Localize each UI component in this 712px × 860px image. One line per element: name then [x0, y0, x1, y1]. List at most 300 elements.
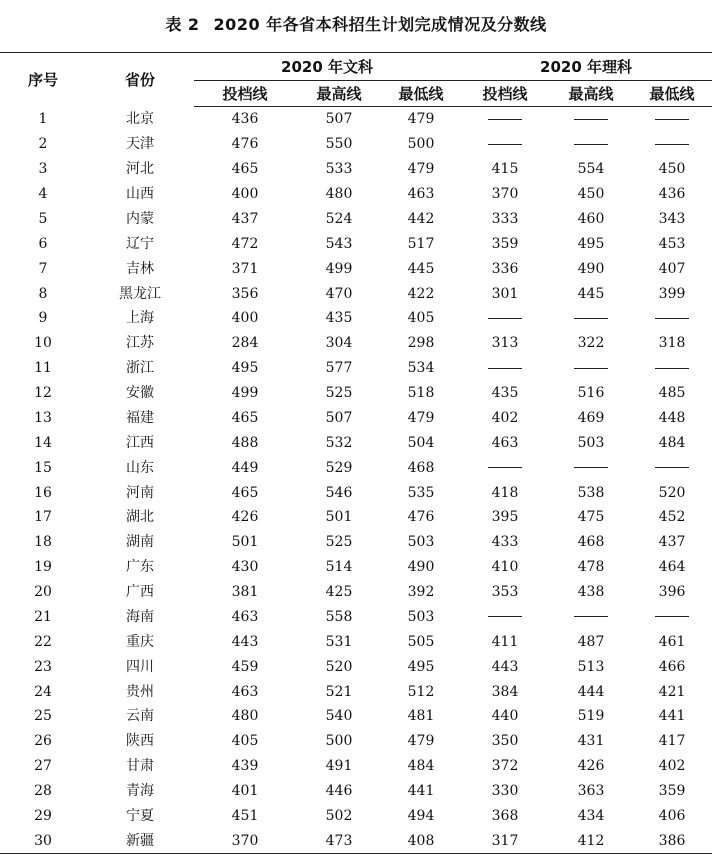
cell-index: 16: [34, 484, 52, 501]
no-data-dash: [488, 467, 522, 468]
cell-science-min: 464: [658, 559, 686, 576]
cell-arts-min: 392: [407, 584, 435, 601]
no-data-dash: [655, 144, 689, 145]
cell-arts-cutoff: 451: [231, 807, 259, 824]
cell-index: 19: [34, 559, 52, 576]
cell-arts-cutoff: 371: [231, 260, 259, 277]
cell-province: 北京: [126, 111, 154, 128]
cell-science-max: 450: [577, 186, 605, 203]
cell-index: 28: [34, 783, 52, 800]
cell-science-max: 519: [577, 708, 605, 725]
cell-science-max: [550, 107, 632, 132]
cell-index: 6: [38, 235, 48, 252]
cell-arts-max: 491: [325, 758, 353, 775]
cell-science-cutoff: 384: [491, 683, 519, 700]
cell-province: 黑龙江: [119, 285, 161, 302]
table-row: [0, 580, 712, 605]
cell-science-max: 468: [577, 534, 605, 551]
cell-arts-max: 507: [325, 409, 353, 426]
cell-science-min: [632, 455, 712, 480]
cell-science-cutoff: [460, 132, 550, 157]
cell-science-cutoff: 317: [460, 828, 550, 853]
cell-science-max: 538: [577, 484, 605, 501]
cell-science-min: 461: [658, 633, 686, 650]
cell-arts-max: 520: [325, 658, 353, 675]
cell-science-cutoff: 359: [491, 235, 519, 252]
cell-province: 海南: [126, 608, 154, 625]
cell-province: 山东: [126, 459, 154, 476]
cell-province: 吉林: [126, 260, 154, 277]
no-data-dash: [488, 616, 522, 617]
cell-arts-min: 517: [407, 235, 435, 252]
cell-science-max: 431: [577, 733, 605, 750]
no-data-dash: [574, 119, 608, 120]
cell-science-min: 417: [658, 733, 686, 750]
cell-province: 河北: [126, 161, 154, 178]
cell-science-max: [550, 605, 632, 630]
header-science-group: 2020 年理科: [460, 53, 712, 81]
table-row: [0, 605, 712, 630]
cell-province: 上海: [126, 310, 154, 327]
cell-province: 福建: [126, 409, 154, 426]
table-row: [0, 704, 712, 729]
no-data-dash: [574, 467, 608, 468]
cell-arts-min: 442: [407, 210, 435, 227]
cell-index: 2: [38, 136, 48, 153]
cell-province: 山西: [126, 186, 154, 203]
cell-arts-max: 425: [325, 584, 353, 601]
table-row: [0, 804, 712, 829]
header-science-min: 最低线: [632, 81, 712, 107]
no-data-dash: [488, 144, 522, 145]
cell-science-max: 554: [577, 161, 605, 178]
cell-arts-cutoff: 465: [231, 409, 259, 426]
cell-science-cutoff: [460, 306, 550, 331]
cell-arts-max: 473: [296, 828, 382, 853]
cell-arts-max: 550: [325, 136, 353, 153]
no-data-dash: [655, 119, 689, 120]
cell-province: 浙江: [126, 360, 154, 377]
cell-science-cutoff: 440: [491, 708, 519, 725]
cell-science-min: 436: [658, 186, 686, 203]
cell-arts-min: 479: [407, 409, 435, 426]
cell-science-cutoff: 443: [491, 658, 519, 675]
cell-arts-cutoff: 501: [231, 534, 259, 551]
header-science-cutoff: 投档线: [460, 81, 550, 107]
cell-index: 21: [34, 608, 52, 625]
cell-science-max: 513: [577, 658, 605, 675]
cell-science-min: 421: [658, 683, 686, 700]
header-arts-group: 2020 年文科: [194, 53, 460, 81]
cell-index: 9: [38, 310, 48, 327]
cell-arts-cutoff: 401: [231, 783, 259, 800]
cell-science-max: 363: [577, 783, 605, 800]
cell-arts-cutoff: 381: [231, 584, 259, 601]
cell-science-min: [632, 356, 712, 381]
cell-index: 4: [38, 186, 48, 203]
cell-arts-cutoff: 463: [231, 683, 259, 700]
cell-science-min: 441: [658, 708, 686, 725]
cell-science-max: 503: [577, 434, 605, 451]
cell-science-cutoff: 301: [491, 285, 519, 302]
cell-arts-min: 463: [407, 186, 435, 203]
cell-science-cutoff: 402: [491, 409, 519, 426]
score-table: [0, 52, 712, 854]
cell-arts-cutoff: 499: [231, 385, 259, 402]
cell-arts-min: 512: [407, 683, 435, 700]
cell-science-cutoff: 372: [491, 758, 519, 775]
no-data-dash: [655, 318, 689, 319]
cell-arts-min: 518: [407, 385, 435, 402]
table-header: [0, 53, 712, 107]
cell-science-min: 399: [658, 285, 686, 302]
cell-index: 15: [34, 459, 52, 476]
cell-science-min: 396: [658, 584, 686, 601]
cell-arts-cutoff: 370: [194, 828, 296, 853]
cell-arts-max: 499: [325, 260, 353, 277]
cell-province: 湖北: [126, 509, 154, 526]
cell-science-cutoff: 368: [491, 807, 519, 824]
cell-science-min: 520: [658, 484, 686, 501]
cell-science-max: 412: [550, 828, 632, 853]
cell-index: 26: [34, 733, 52, 750]
cell-arts-max: 480: [325, 186, 353, 203]
no-data-dash: [574, 144, 608, 145]
cell-arts-max: 533: [325, 161, 353, 178]
no-data-dash: [655, 467, 689, 468]
cell-index: 17: [34, 509, 52, 526]
cell-index: 27: [34, 758, 52, 775]
table-row: [0, 231, 712, 256]
cell-province: 辽宁: [126, 235, 154, 252]
cell-province: 内蒙: [126, 210, 154, 227]
cell-province: 天津: [126, 136, 154, 153]
cell-science-min: 386: [632, 828, 712, 853]
table-row: [0, 555, 712, 580]
cell-science-cutoff: 333: [491, 210, 519, 227]
cell-province: 安徽: [126, 385, 154, 402]
cell-arts-cutoff: 439: [231, 758, 259, 775]
cell-arts-min: 481: [407, 708, 435, 725]
cell-science-cutoff: [460, 356, 550, 381]
cell-index: 12: [34, 385, 52, 402]
cell-arts-max: 543: [325, 235, 353, 252]
cell-science-max: 478: [577, 559, 605, 576]
cell-arts-max: 500: [325, 733, 353, 750]
cell-arts-max: 525: [325, 385, 353, 402]
cell-arts-min: 500: [407, 136, 435, 153]
table-row: [0, 430, 712, 455]
cell-science-cutoff: 313: [491, 335, 519, 352]
header-arts-min: 最低线: [382, 81, 460, 107]
header-science-max: 最高线: [550, 81, 632, 107]
cell-province: 广西: [126, 584, 154, 601]
cell-index: 29: [34, 807, 52, 824]
cell-science-max: [550, 132, 632, 157]
no-data-dash: [574, 368, 608, 369]
cell-arts-min: 445: [407, 260, 435, 277]
table-row: [0, 729, 712, 754]
cell-arts-min: 441: [407, 783, 435, 800]
cell-science-max: 434: [577, 807, 605, 824]
cell-arts-cutoff: 472: [231, 235, 259, 252]
cell-science-max: 469: [577, 409, 605, 426]
table-row: [0, 157, 712, 182]
cell-index: 3: [38, 161, 48, 178]
no-data-dash: [488, 318, 522, 319]
cell-science-cutoff: [460, 605, 550, 630]
cell-province: 新疆: [86, 828, 194, 853]
cell-arts-max: 446: [325, 783, 353, 800]
cell-arts-cutoff: 465: [231, 161, 259, 178]
cell-science-min: 452: [658, 509, 686, 526]
no-data-dash: [488, 119, 522, 120]
table-row: [0, 281, 712, 306]
cell-science-min: 437: [658, 534, 686, 551]
cell-index: 22: [34, 633, 52, 650]
cell-science-min: [632, 132, 712, 157]
cell-science-min: 466: [658, 658, 686, 675]
table-caption: [0, 12, 712, 35]
header-province: 省份: [86, 53, 194, 107]
cell-index: 10: [34, 335, 52, 352]
cell-science-cutoff: 435: [491, 385, 519, 402]
cell-science-max: 445: [577, 285, 605, 302]
cell-province: 宁夏: [126, 807, 154, 824]
cell-arts-cutoff: 400: [231, 310, 259, 327]
cell-arts-min: 505: [407, 633, 435, 650]
cell-arts-max: 532: [325, 434, 353, 451]
cell-arts-min: 479: [407, 111, 435, 128]
table-row: [0, 530, 712, 555]
cell-science-min: 448: [658, 409, 686, 426]
no-data-dash: [488, 368, 522, 369]
header-arts-cutoff: 投档线: [194, 81, 296, 107]
cell-arts-max: 507: [325, 111, 353, 128]
table-row: [0, 754, 712, 779]
header-arts-max: 最高线: [296, 81, 382, 107]
cell-arts-min: 468: [407, 459, 435, 476]
cell-arts-min: 484: [407, 758, 435, 775]
cell-arts-min: 504: [407, 434, 435, 451]
no-data-dash: [655, 368, 689, 369]
cell-science-cutoff: 463: [491, 434, 519, 451]
table-row: [0, 629, 712, 654]
cell-index: 24: [34, 683, 52, 700]
table-row: [0, 779, 712, 804]
cell-science-min: 402: [658, 758, 686, 775]
cell-science-cutoff: [460, 455, 550, 480]
cell-science-cutoff: 418: [491, 484, 519, 501]
cell-arts-min: 298: [407, 335, 435, 352]
cell-province: 云南: [126, 708, 154, 725]
cell-science-min: 485: [658, 385, 686, 402]
cell-science-cutoff: [460, 107, 550, 132]
header-index: 序号: [0, 53, 86, 107]
cell-science-cutoff: 433: [491, 534, 519, 551]
cell-arts-cutoff: 495: [231, 360, 259, 377]
cell-science-min: 453: [658, 235, 686, 252]
cell-index: 30: [0, 828, 86, 853]
cell-science-cutoff: 330: [491, 783, 519, 800]
table-row: [0, 107, 712, 132]
cell-index: 14: [34, 434, 52, 451]
cell-index: 8: [38, 285, 48, 302]
cell-science-cutoff: 415: [491, 161, 519, 178]
cell-arts-min: 503: [407, 608, 435, 625]
cell-science-min: 318: [658, 335, 686, 352]
cell-science-min: [632, 107, 712, 132]
cell-index: 7: [38, 260, 48, 277]
table-row: [0, 306, 712, 331]
cell-science-max: 490: [577, 260, 605, 277]
cell-arts-max: 558: [325, 608, 353, 625]
cell-arts-min: 422: [407, 285, 435, 302]
cell-arts-min: 535: [407, 484, 435, 501]
cell-arts-max: 435: [325, 310, 353, 327]
table-row: [0, 505, 712, 530]
cell-science-max: 438: [577, 584, 605, 601]
cell-arts-cutoff: 284: [231, 335, 259, 352]
cell-province: 江西: [126, 434, 154, 451]
cell-arts-max: 514: [325, 559, 353, 576]
cell-arts-max: 529: [325, 459, 353, 476]
table-title: 2020 年各省本科招生计划完成情况及分数线: [213, 15, 547, 34]
cell-province: 河南: [126, 484, 154, 501]
cell-arts-cutoff: 400: [231, 186, 259, 203]
cell-arts-max: 521: [325, 683, 353, 700]
cell-arts-max: 470: [325, 285, 353, 302]
cell-science-min: 343: [658, 210, 686, 227]
cell-science-cutoff: 410: [491, 559, 519, 576]
cell-arts-min: 495: [407, 658, 435, 675]
cell-arts-max: 525: [325, 534, 353, 551]
cell-arts-cutoff: 480: [231, 708, 259, 725]
cell-arts-min: 476: [407, 509, 435, 526]
table-row: [0, 356, 712, 381]
cell-science-min: [632, 306, 712, 331]
table-number: 表 2: [165, 15, 200, 34]
cell-science-min: 484: [658, 434, 686, 451]
cell-arts-cutoff: 426: [231, 509, 259, 526]
cell-arts-max: 304: [325, 335, 353, 352]
cell-index: 1: [38, 111, 48, 128]
cell-arts-cutoff: 463: [231, 608, 259, 625]
table-row: [0, 182, 712, 207]
no-data-dash: [655, 616, 689, 617]
cell-arts-cutoff: 443: [231, 633, 259, 650]
cell-science-cutoff: 350: [491, 733, 519, 750]
cell-arts-min: 408: [382, 828, 460, 853]
cell-arts-cutoff: 430: [231, 559, 259, 576]
cell-province: 广东: [126, 559, 154, 576]
cell-arts-min: 405: [407, 310, 435, 327]
cell-index: 18: [34, 534, 52, 551]
cell-index: 25: [34, 708, 52, 725]
cell-science-min: [632, 605, 712, 630]
cell-science-max: [550, 455, 632, 480]
cell-arts-cutoff: 436: [231, 111, 259, 128]
cell-index: 5: [38, 210, 48, 227]
cell-arts-cutoff: 488: [231, 434, 259, 451]
cell-index: 13: [34, 409, 52, 426]
cell-science-max: [550, 356, 632, 381]
cell-science-min: 407: [658, 260, 686, 277]
cell-science-max: 460: [577, 210, 605, 227]
cell-science-cutoff: 370: [491, 186, 519, 203]
table-row: [0, 381, 712, 406]
table-body: [0, 107, 712, 854]
cell-arts-min: 534: [407, 360, 435, 377]
cell-arts-max: 546: [325, 484, 353, 501]
cell-arts-cutoff: 437: [231, 210, 259, 227]
cell-province: 青海: [126, 783, 154, 800]
cell-science-cutoff: 411: [491, 633, 519, 650]
cell-science-max: 516: [577, 385, 605, 402]
cell-arts-max: 531: [325, 633, 353, 650]
cell-province: 四川: [126, 658, 154, 675]
cell-science-cutoff: 353: [491, 584, 519, 601]
table-row: [0, 480, 712, 505]
cell-arts-cutoff: 356: [231, 285, 259, 302]
cell-arts-max: 577: [325, 360, 353, 377]
cell-arts-max: 524: [325, 210, 353, 227]
cell-arts-min: 479: [407, 733, 435, 750]
table-row: [0, 331, 712, 356]
no-data-dash: [574, 616, 608, 617]
table-row: [0, 679, 712, 704]
cell-science-cutoff: 336: [491, 260, 519, 277]
cell-arts-cutoff: 476: [231, 136, 259, 153]
cell-science-min: 406: [658, 807, 686, 824]
cell-science-max: 322: [577, 335, 605, 352]
table-row: [0, 132, 712, 157]
table-row: [0, 406, 712, 431]
cell-science-max: 426: [577, 758, 605, 775]
cell-arts-max: 502: [325, 807, 353, 824]
table-row: [0, 256, 712, 281]
cell-arts-min: 479: [407, 161, 435, 178]
table-row: [0, 207, 712, 232]
cell-science-max: 487: [577, 633, 605, 650]
cell-arts-cutoff: 449: [231, 459, 259, 476]
cell-arts-cutoff: 465: [231, 484, 259, 501]
cell-index: 11: [34, 360, 52, 377]
cell-province: 陕西: [126, 733, 154, 750]
cell-science-max: 475: [577, 509, 605, 526]
cell-index: 20: [34, 584, 52, 601]
table-row: [0, 828, 712, 853]
cell-science-min: 450: [658, 161, 686, 178]
no-data-dash: [574, 318, 608, 319]
cell-index: 23: [34, 658, 52, 675]
cell-province: 甘肃: [126, 758, 154, 775]
table-row: [0, 455, 712, 480]
cell-arts-min: 490: [407, 559, 435, 576]
cell-arts-min: 503: [407, 534, 435, 551]
cell-science-max: 495: [577, 235, 605, 252]
cell-science-max: [550, 306, 632, 331]
cell-arts-cutoff: 405: [231, 733, 259, 750]
cell-science-min: 359: [658, 783, 686, 800]
cell-science-cutoff: 395: [491, 509, 519, 526]
cell-arts-max: 501: [325, 509, 353, 526]
cell-science-max: 444: [577, 683, 605, 700]
table-row: [0, 654, 712, 679]
cell-province: 贵州: [126, 683, 154, 700]
cell-arts-cutoff: 459: [231, 658, 259, 675]
cell-arts-min: 494: [407, 807, 435, 824]
